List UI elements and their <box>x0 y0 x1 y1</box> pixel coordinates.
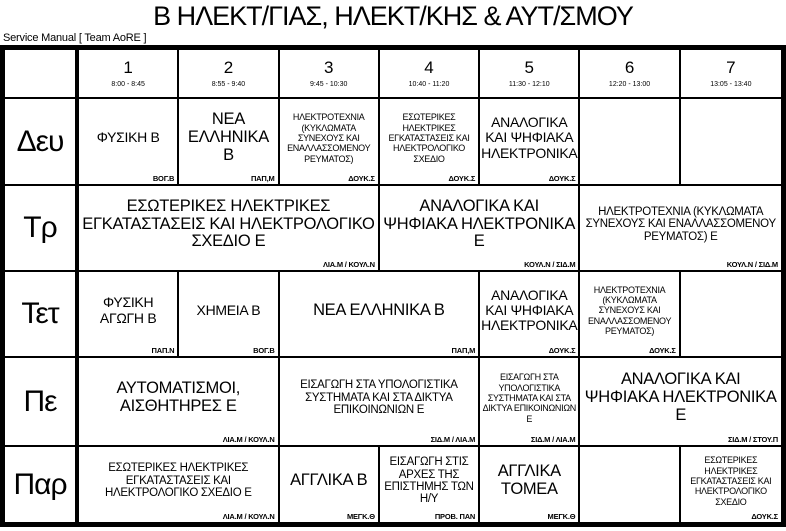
period-time: 12:20 - 13:00 <box>608 81 651 89</box>
subject-name: ΑΝΑΛΟΓΙΚΑ ΚΑΙ ΨΗΦΙΑΚΑ ΗΛΕΚΤΡΟΝΙΚΑ <box>481 114 578 161</box>
teacher-code: ΛΙΑ.Μ / ΚΟΥΛ.Ν <box>323 260 375 270</box>
subject-name: ΕΙΣΑΓΩΓΗ ΣΤΑ ΥΠΟΛΟΓΙΣΤΙΚΑ ΣΥΣΤΗΜΑΤΑ ΚΑΙ ΣΤΑ ΔΙΚΤΥΑ ΕΠΙΚΟΙΝΩΝΙΩΝ Ε <box>300 379 458 417</box>
lesson-cell-tue-1 <box>79 186 380 272</box>
subject-name: ΑΓΓΛΙΚΑ ΤΟΜΕΑ <box>497 462 561 499</box>
subject-name: ΕΣΩΤΕΡΙΚΕΣ ΗΛΕΚΤΡΙΚΕΣ ΕΓΚΑΤΑΣΤΑΣΕΙΣ ΚΑΙ ΗΛΕΚΤΡΟΛΟΓΙΚΟ ΣΧΕΔΙΟ <box>690 455 772 507</box>
teacher-code: ΔΟΥΚ.Σ <box>448 174 476 184</box>
lesson-cell-mon-2 <box>179 99 279 186</box>
teacher-code: ΣΙΔ.Μ / ΣΤΟΥ.Π <box>727 435 778 445</box>
day-label-wed: Τετ <box>5 272 79 358</box>
lesson-cell-thu-4 <box>580 358 781 447</box>
lesson-cell-mon-1 <box>79 99 179 186</box>
teacher-code: ΜΕΓΚ.Θ <box>346 512 375 522</box>
subject-name: ΑΝΑΛΟΓΙΚΑ ΚΑΙ ΨΗΦΙΑΚΑ ΗΛΕΚΤΡΟΝΙΚΑ <box>481 286 578 334</box>
period-time: 8:00 - 8:45 <box>111 81 145 89</box>
subject-name: ΕΣΩΤΕΡΙΚΕΣ ΗΛΕΚΤΡΙΚΕΣ ΕΓΚΑΤΑΣΤΑΣΕΙΣ ΚΑΙ ΗΛΕΚΤΡΟΛΟΓΙΚΟ ΣΧΕΔΙΟ <box>388 112 470 164</box>
teacher-code: ΔΟΥΚ.Σ <box>751 512 778 522</box>
teacher-code: ΒΟΓ.Β <box>152 174 175 184</box>
lesson-cell-mon-6 <box>580 99 680 186</box>
period-time: 10:40 - 11:20 <box>408 81 450 89</box>
subject-name: ΑΥΤΟΜΑΤΙΣΜΟΙ, ΑΙΣΘΗΤΗΡΕΣ Ε <box>116 379 241 416</box>
teacher-code: ΔΟΥΚ.Σ <box>348 174 375 184</box>
teacher-code: ΔΟΥΚ.Σ <box>548 174 576 184</box>
period-header-1 <box>79 50 179 99</box>
lesson-cell-fri-2 <box>280 447 380 522</box>
subject-name: ΝΕΑ ΕΛΛΗΝΙΚΑ Β <box>187 110 269 164</box>
lesson-cell-wed-5 <box>580 272 680 358</box>
timetable-grid <box>0 45 786 527</box>
period-number: 6 <box>624 58 635 78</box>
day-label-fri: Παρ <box>5 447 79 522</box>
teacher-code: ΠΑΠ,Μ <box>451 346 476 356</box>
lesson-cell-wed-1 <box>79 272 179 358</box>
lesson-cell-wed-4 <box>480 272 580 358</box>
period-header-5 <box>480 50 580 99</box>
subtitle: Service Manual [ Team AoRE ] <box>3 32 147 45</box>
teacher-code: ΠΑΠ.Ν <box>151 346 175 356</box>
teacher-code: ΛΙΑ.Μ / ΚΟΥΛ.Ν <box>222 435 275 445</box>
period-header-7 <box>681 50 781 99</box>
day-label-mon: Δευ <box>5 99 79 186</box>
subject-name: ΗΛΕΚΤΡΟΤΕΧΝΙΑ (ΚΥΚΛΩΜΑΤΑ ΣΥΝΕΧΟΥΣ ΚΑΙ ΕΝΑΛΛΑΣΣΟΜΕΝΟΥ ΡΕΥΜΑΤΟΣ) <box>587 284 672 337</box>
subject-name: ΕΙΣΑΓΩΓΗ ΣΤΙΣ ΑΡΧΕΣ ΤΗΣ ΕΠΙΣΤΗΜΗΣ ΤΩΝ Η/Υ <box>384 456 474 506</box>
teacher-code: ΒΟΓ.Β <box>253 346 275 356</box>
day-label-tue: Τρ <box>5 186 79 272</box>
subject-name: ΑΝΑΛΟΓΙΚΑ ΚΑΙ ΨΗΦΙΑΚΑ ΗΛΕΚΤΡΟΝΙΚΑ Ε <box>584 370 777 424</box>
period-header-3 <box>280 50 380 99</box>
period-header-2 <box>179 50 279 99</box>
teacher-code: ΜΕΓΚ.Θ <box>547 512 576 522</box>
period-number: 2 <box>223 58 234 78</box>
teacher-code: ΠΡΟΒ. ΠΑΝ <box>434 512 476 522</box>
teacher-code: ΔΟΥΚ.Σ <box>649 346 676 356</box>
lesson-cell-thu-2 <box>280 358 481 447</box>
subject-name: ΝΕΑ ΕΛΛΗΝΙΚΑ Β <box>313 300 445 319</box>
lesson-cell-mon-5 <box>480 99 580 186</box>
lesson-cell-wed-3 <box>280 272 481 358</box>
period-time: 9:45 - 10:30 <box>310 81 348 89</box>
subject-name: ΑΝΑΛΟΓΙΚΑ ΚΑΙ ΨΗΦΙΑΚΑ ΗΛΕΚΤΡΟΝΙΚΑ Ε <box>383 196 576 251</box>
period-time: 11:30 - 12:10 <box>508 81 550 89</box>
period-number: 4 <box>424 58 434 78</box>
lesson-cell-wed-6 <box>681 272 781 358</box>
lesson-cell-fri-6 <box>681 447 781 522</box>
teacher-code: ΚΟΥΛ.Ν / ΣΙΔ.Μ <box>524 260 576 270</box>
teacher-code: ΣΙΔ.Μ / ΛΙΑ.Μ <box>430 435 476 445</box>
lesson-cell-mon-3 <box>280 99 380 186</box>
corner-cell <box>5 50 79 99</box>
subject-name: ΗΛΕΚΤΡΟΤΕΧΝΙΑ (ΚΥΚΛΩΜΑΤΑ ΣΥΝΕΧΟΥΣ ΚΑΙ ΕΝΑΛΛΑΣΣΟΜΕΝΟΥ ΡΕΥΜΑΤΟΣ) Ε <box>585 205 776 243</box>
lesson-cell-fri-5 <box>580 447 680 522</box>
teacher-code: ΠΑΠ,Μ <box>250 174 275 184</box>
lesson-cell-thu-1 <box>79 358 280 447</box>
lesson-cell-thu-3 <box>480 358 580 447</box>
subject-name: ΦΥΣΙΚΗ Β <box>96 129 160 146</box>
lesson-cell-mon-4 <box>380 99 480 186</box>
period-time: 8:55 - 9:40 <box>211 81 246 89</box>
subject-name: ΧΗΜΕΙΑ Β <box>196 301 261 318</box>
page-title: Β ΗΛΕΚΤ/ΓΙΑΣ, ΗΛΕΚΤ/ΚΗΣ & ΑΥΤ/ΣΜΟΥ <box>153 1 633 31</box>
lesson-cell-fri-1 <box>79 447 280 522</box>
period-number: 3 <box>323 58 334 78</box>
period-time: 13:05 - 13:40 <box>710 81 752 89</box>
lesson-cell-tue-2 <box>380 186 581 272</box>
subject-name: ΑΓΓΛΙΚΑ Β <box>290 471 368 490</box>
lesson-cell-mon-7 <box>681 99 781 186</box>
day-label-thu: Πε <box>5 358 79 447</box>
period-header-4 <box>380 50 480 99</box>
subject-name: ΕΙΣΑΓΩΓΗ ΣΤΑ ΥΠΟΛΟΓΙΣΤΙΚΑ ΣΥΣΤΗΜΑΤΑ ΚΑΙ ΣΤΑ ΔΙΚΤΥΑ ΕΠΙΚΟΙΝΩΝΙΩΝ Ε <box>482 372 576 424</box>
subject-name: ΗΛΕΚΤΡΟΤΕΧΝΙΑ (ΚΥΚΛΩΜΑΤΑ ΣΥΝΕΧΟΥΣ ΚΑΙ ΕΝΑΛΛΑΣΣΟΜΕΝΟΥ ΡΕΥΜΑΤΟΣ) <box>287 112 371 164</box>
lesson-cell-tue-3 <box>580 186 781 272</box>
teacher-code: ΛΙΑ.Μ / ΚΟΥΛ.Ν <box>222 512 275 522</box>
teacher-code: ΔΟΥΚ.Σ <box>548 346 576 356</box>
period-number: 7 <box>726 58 736 78</box>
teacher-code: ΣΙΔ.Μ / ΛΙΑ.Μ <box>530 435 576 445</box>
lesson-cell-fri-3 <box>380 447 480 522</box>
subject-name: ΕΣΩΤΕΡΙΚΕΣ ΗΛΕΚΤΡΙΚΕΣ ΕΓΚΑΤΑΣΤΑΣΕΙΣ ΚΑΙ ΗΛΕΚΤΡΟΛΟΓΙΚΟ ΣΧΕΔΙΟ Ε <box>104 462 252 500</box>
period-number: 5 <box>524 58 535 78</box>
subject-name: ΦΥΣΙΚΗ ΑΓΩΓΗ Β <box>99 294 157 326</box>
period-number: 1 <box>123 58 133 78</box>
teacher-code: ΚΟΥΛ.Ν / ΣΙΔ.Μ <box>726 260 778 270</box>
subject-name: ΕΣΩΤΕΡΙΚΕΣ ΗΛΕΚΤΡΙΚΕΣ ΕΓΚΑΤΑΣΤΑΣΕΙΣ ΚΑΙ ΗΛΕΚΤΡΟΛΟΓΙΚΟ ΣΧΕΔΙΟ Ε <box>82 196 375 251</box>
period-header-6 <box>580 50 680 99</box>
lesson-cell-wed-2 <box>179 272 279 358</box>
lesson-cell-fri-4 <box>480 447 580 522</box>
